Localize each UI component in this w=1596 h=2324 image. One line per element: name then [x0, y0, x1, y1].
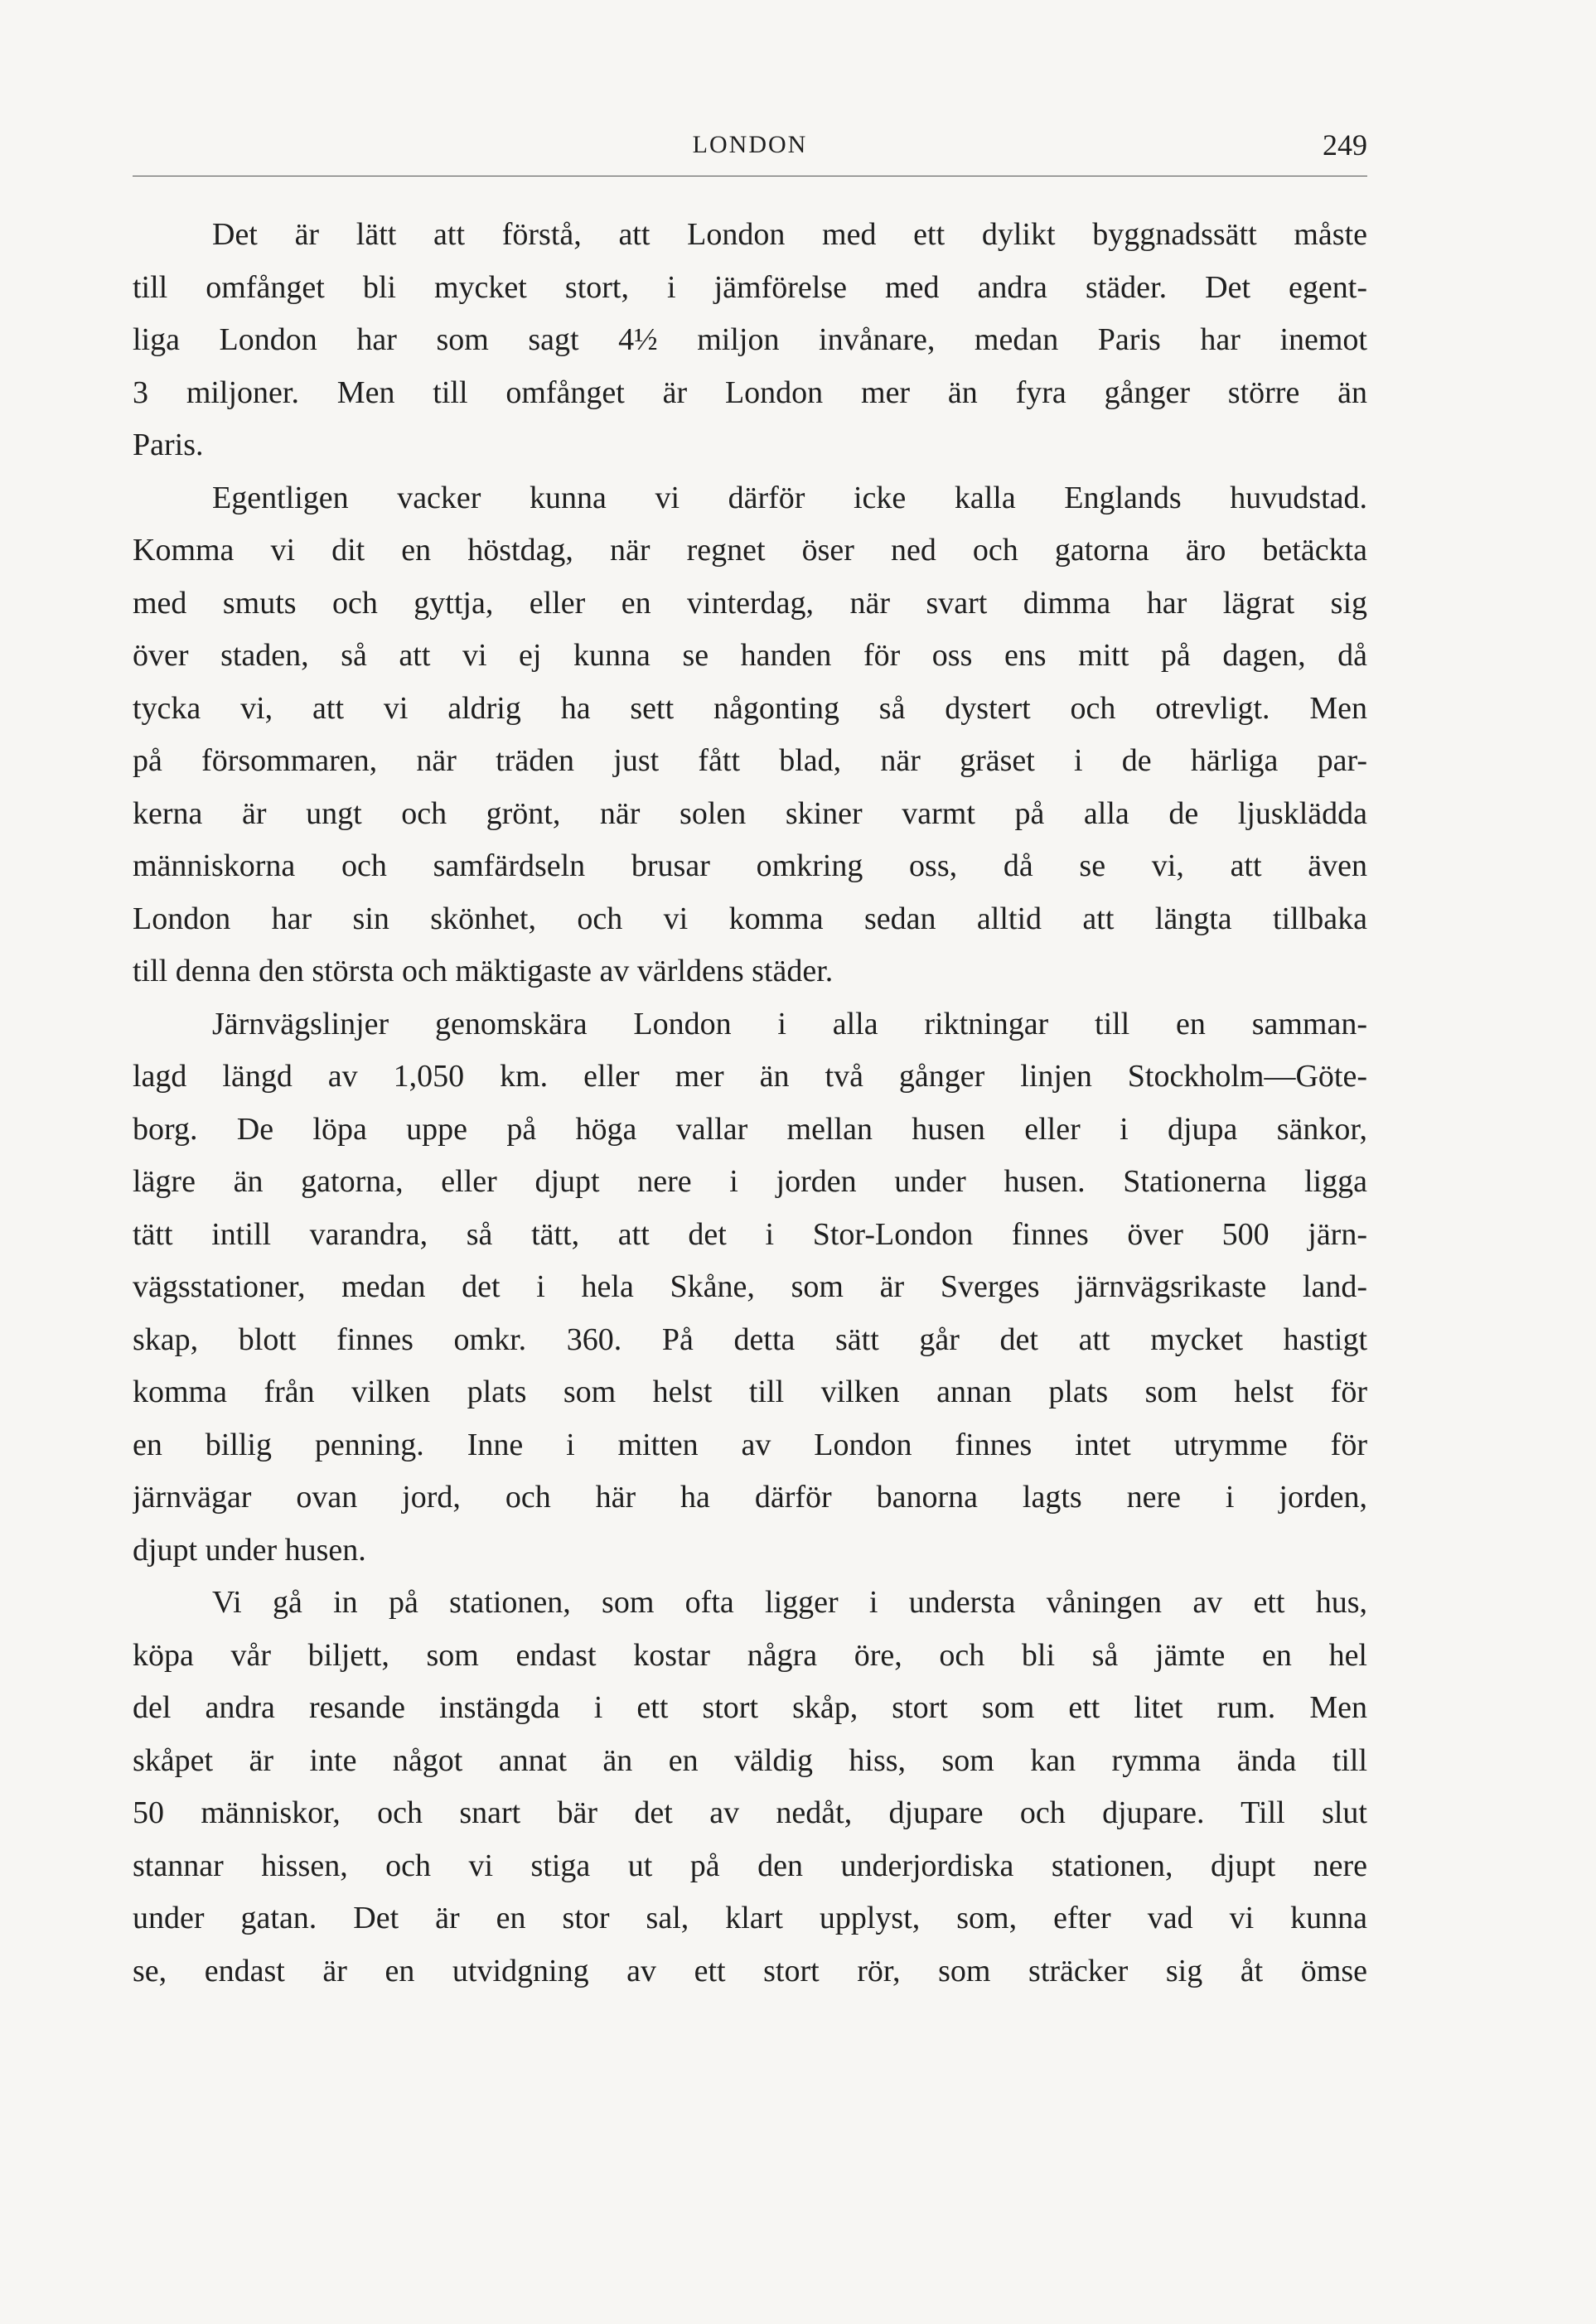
- running-title: LONDON: [692, 131, 808, 158]
- text-line: London har sin skönhet, och vi komma sedan alltid att längta tillbaka: [133, 901, 1367, 936]
- text-line: till denna den största och mäktigaste av världens städer.: [133, 954, 834, 988]
- text-line: en billig penning. Inne i mitten av London finnes intet utrymme för: [133, 1427, 1367, 1462]
- text-line: på försommaren, när träden just fått blad, när gräset i de härliga par-: [133, 743, 1367, 778]
- text-line: djupt under husen.: [133, 1532, 366, 1568]
- text-line: Egentligen vacker kunna vi därför icke kalla Englands huvudstad.: [212, 480, 1367, 515]
- text-line: liga London har som sagt 4½ miljon invånare, medan Paris har inemot: [133, 322, 1367, 357]
- text-line: köpa vår biljett, som endast kostar några öre, och bli så jämte en hel: [133, 1637, 1367, 1673]
- text-line: tycka vi, att vi aldrig ha sett någonting så dystert och otrevligt. Men: [133, 690, 1367, 726]
- page-number: 249: [1323, 128, 1367, 162]
- text-line: komma från vilken plats som helst till vilken annan plats som helst för: [133, 1375, 1367, 1409]
- text-line: över staden, så att vi ej kunna se handen för oss ens mitt på dagen, då: [133, 638, 1367, 673]
- text-line: lägre än gatorna, eller djupt nere i jorden under husen. Stationerna ligga: [133, 1164, 1367, 1199]
- text-line: 3 miljoner. Men till omfånget är London mer än fyra gånger större än: [133, 374, 1367, 410]
- text-line: kerna är ungt och grönt, när solen skiner varmt på alla de ljusklädda: [133, 795, 1367, 831]
- text-line: skap, blott finnes omkr. 360. På detta sätt går det att mycket hastigt: [133, 1321, 1367, 1357]
- text-line: borg. De löpa uppe på höga vallar mellan husen eller i djupa sänkor,: [133, 1111, 1367, 1147]
- text-line: Komma vi dit en höstdag, när regnet öser ned och gatorna äro betäckta: [133, 533, 1367, 568]
- text-line: Paris.: [133, 428, 204, 462]
- text-line: med smuts och gyttja, eller en vinterdag, när svart dimma har lägrat sig: [133, 585, 1367, 621]
- text-line: 50 människor, och snart bär det av nedåt, djupare och djupare. Till slut: [133, 1795, 1367, 1830]
- page-header: [133, 124, 1367, 182]
- text-line: vägsstationer, medan det i hela Skåne, som är Sverges järnvägsrikaste land-: [133, 1269, 1367, 1304]
- text-line: Det är lätt att förstå, att London med ett dylikt byggnadssätt måste: [212, 217, 1367, 252]
- text-line: människorna och samfärdseln brusar omkring oss, då se vi, att även: [133, 848, 1367, 883]
- text-line: järnvägar ovan jord, och här ha därför banorna lagts nere i jorden,: [133, 1480, 1367, 1515]
- text-line: lagd längd av 1,050 km. eller mer än två gånger linjen Stockholm—Göte-: [133, 1059, 1367, 1094]
- text-line: se, endast är en utvidgning av ett stort rör, som sträcker sig åt ömse: [133, 1953, 1367, 1988]
- text-line: stannar hissen, och vi stiga ut på den underjordiska stationen, djupt nere: [133, 1848, 1367, 1883]
- text-line: Vi gå in på stationen, som ofta ligger i understa våningen av ett hus,: [212, 1585, 1367, 1620]
- text-line: tätt intill varandra, så tätt, att det i Stor-London finnes över 500 järn-: [133, 1216, 1367, 1252]
- body-text: [133, 209, 1367, 1998]
- text-line: del andra resande instängda i ett stort skåp, stort som ett litet rum. Men: [133, 1690, 1367, 1725]
- text-line: under gatan. Det är en stor sal, klart upplyst, som, efter vad vi kunna: [133, 1901, 1367, 1935]
- text-line: skåpet är inte något annat än en väldig hiss, som kan rymma ända till: [133, 1742, 1367, 1778]
- text-line: Järnvägslinjer genomskära London i alla riktningar till en samman-: [212, 1006, 1367, 1041]
- text-line: till omfånget bli mycket stort, i jämförelse med andra städer. Det egent-: [133, 269, 1367, 305]
